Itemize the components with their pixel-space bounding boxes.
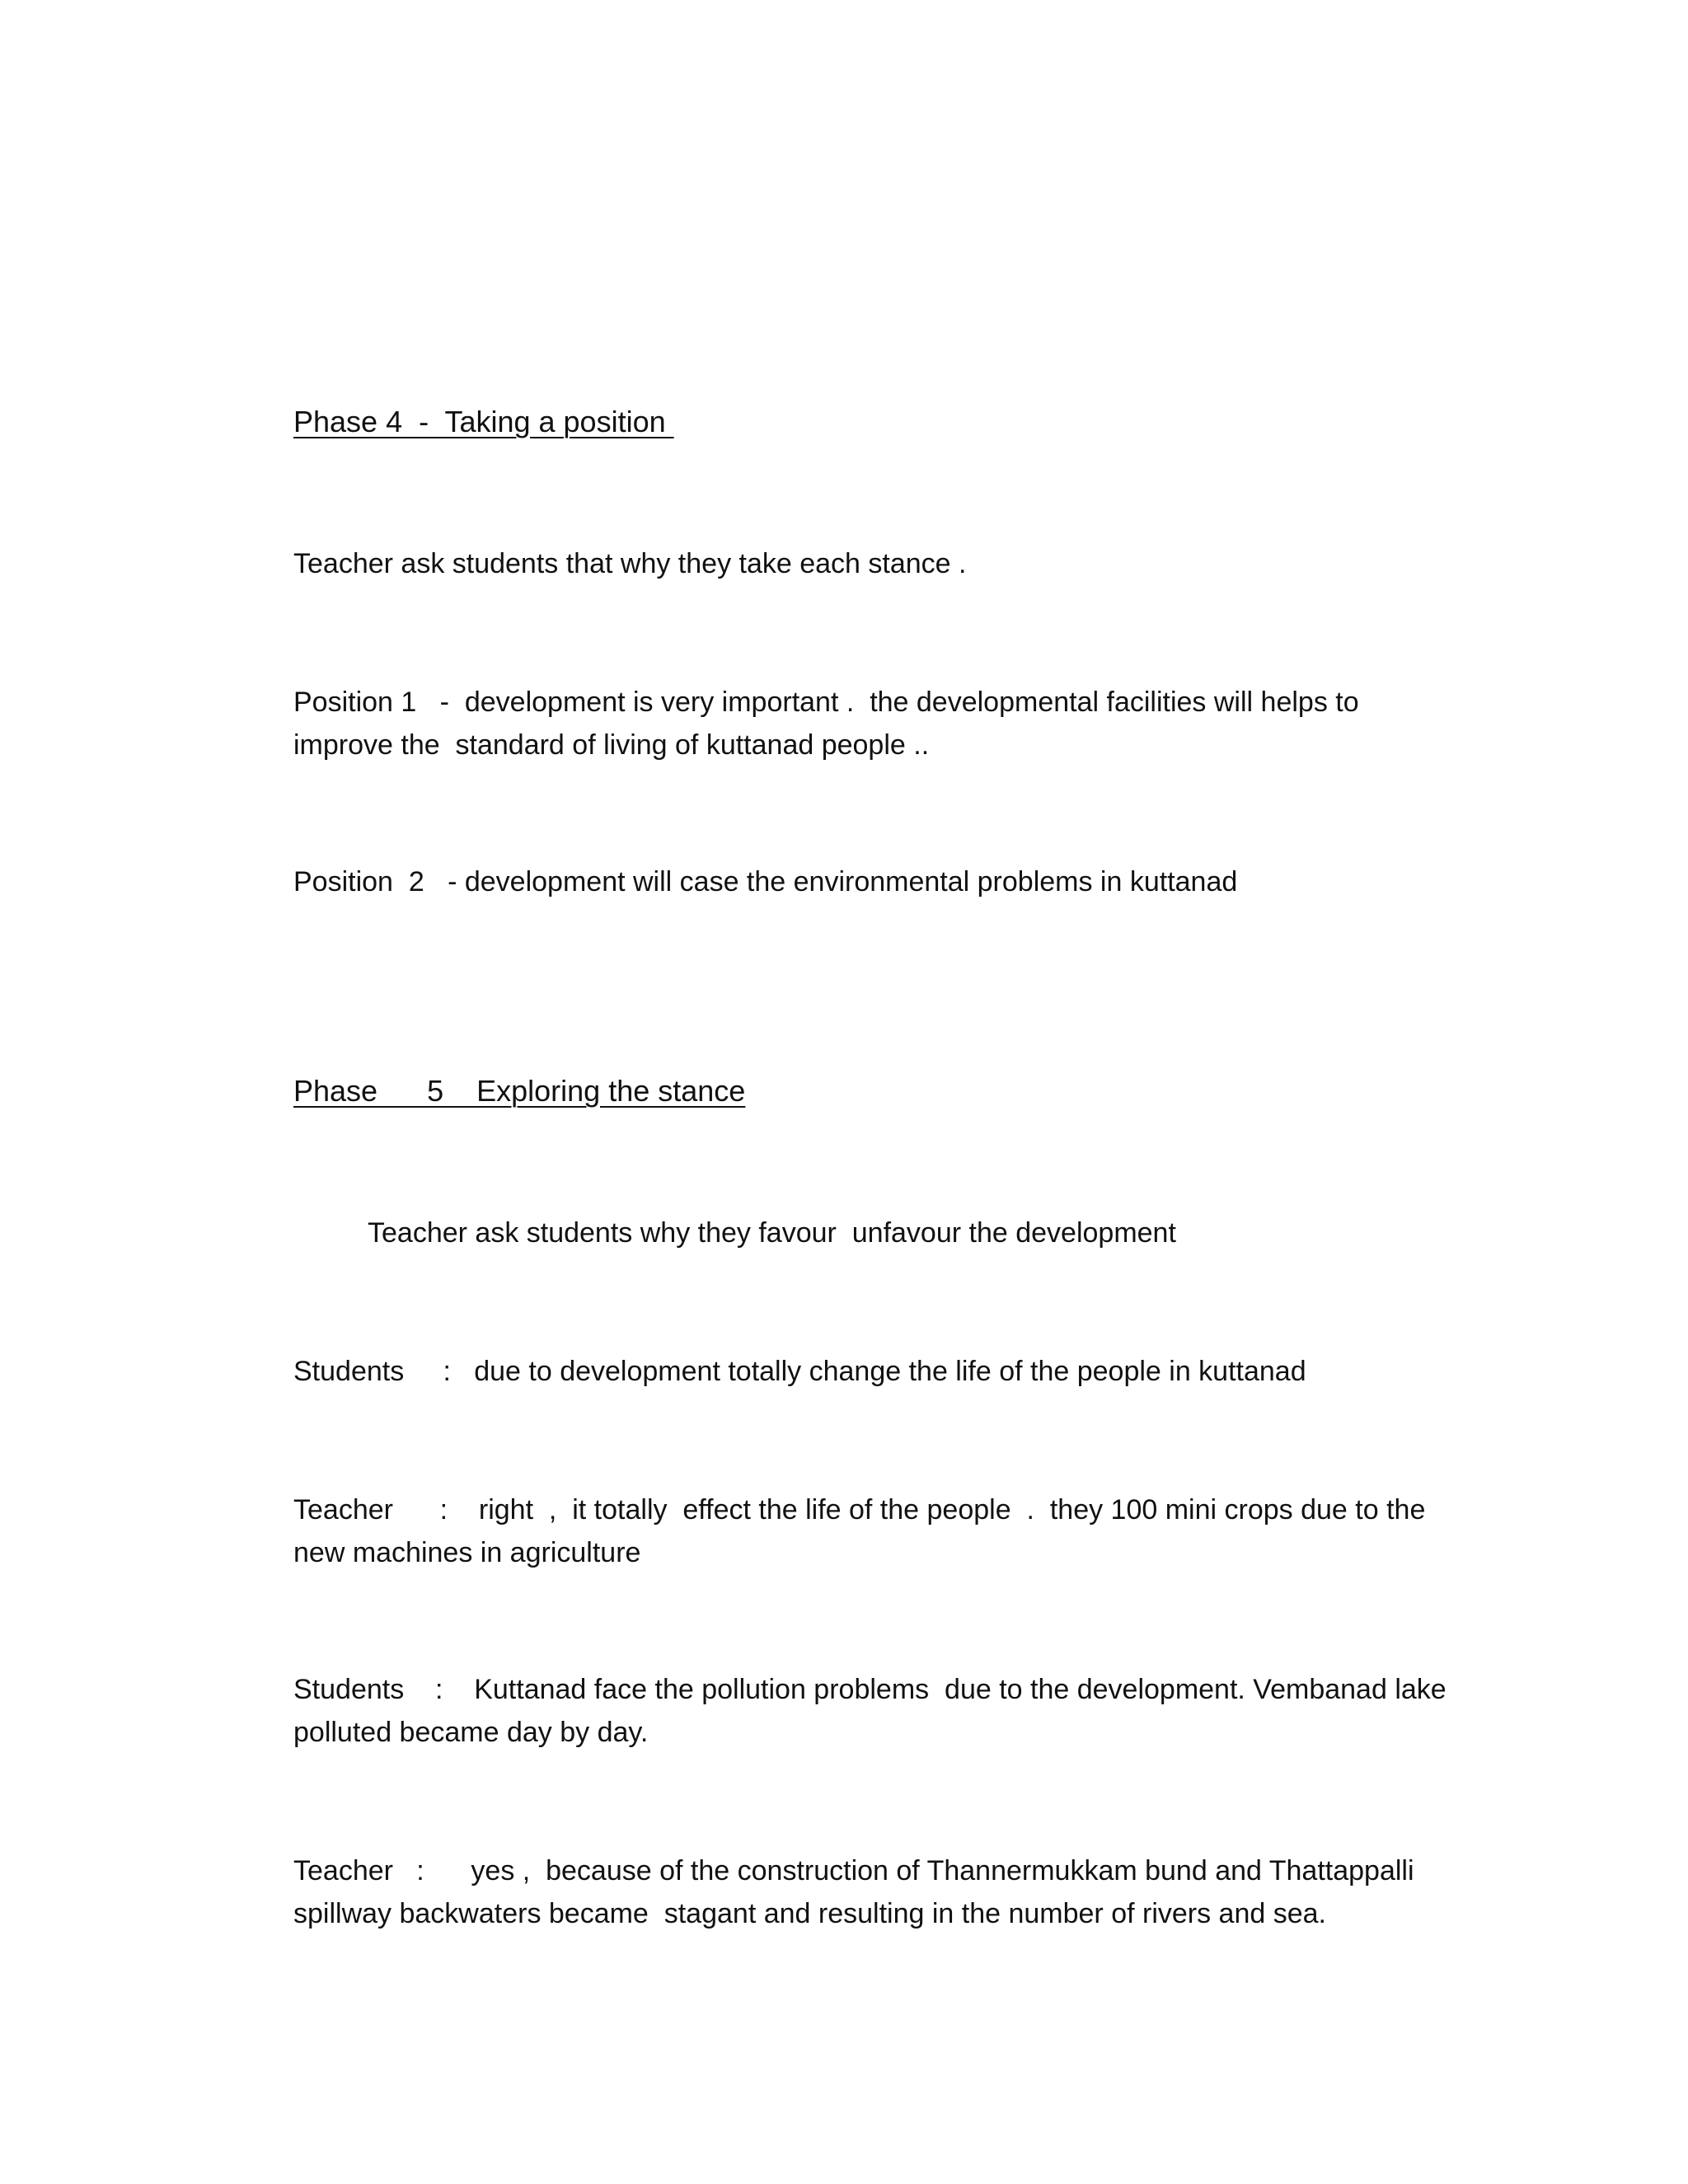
dialogue-line-students-1: Students : due to development totally change the life of the people in kuttanad — [293, 1356, 1306, 1387]
dialogue-line-students-2: Students : Kuttanad face the pollution problems due to the development. Vembanad lake polluted became day by day. — [293, 1674, 1455, 1748]
phase4-intro: Teacher ask students that why they take each stance . — [293, 548, 967, 579]
phase5-heading: Phase 5 Exploring the stance — [293, 1074, 746, 1108]
position-1-text: Position 1 - development is very important . the developmental facilities will helps to improve the standard of living of kuttanad people .. — [293, 687, 1367, 761]
dialogue-line-teacher-1: Teacher : right , it totally effect the life of the people . they 100 mini crops due to the new machines in agriculture — [293, 1494, 1433, 1568]
phase5-intro: Teacher ask students why they favour unfavour the development — [368, 1217, 1176, 1249]
position-2-text: Position 2 - development will case the environmental problems in kuttanad — [293, 866, 1238, 898]
dialogue-line-teacher-2: Teacher : yes , because of the construction of Thannermukkam bund and Thattappalli spillway backwaters became stagant and resulting in the number of rivers and sea. — [293, 1855, 1422, 1929]
phase4-heading: Phase 4 - Taking a position — [293, 405, 674, 438]
